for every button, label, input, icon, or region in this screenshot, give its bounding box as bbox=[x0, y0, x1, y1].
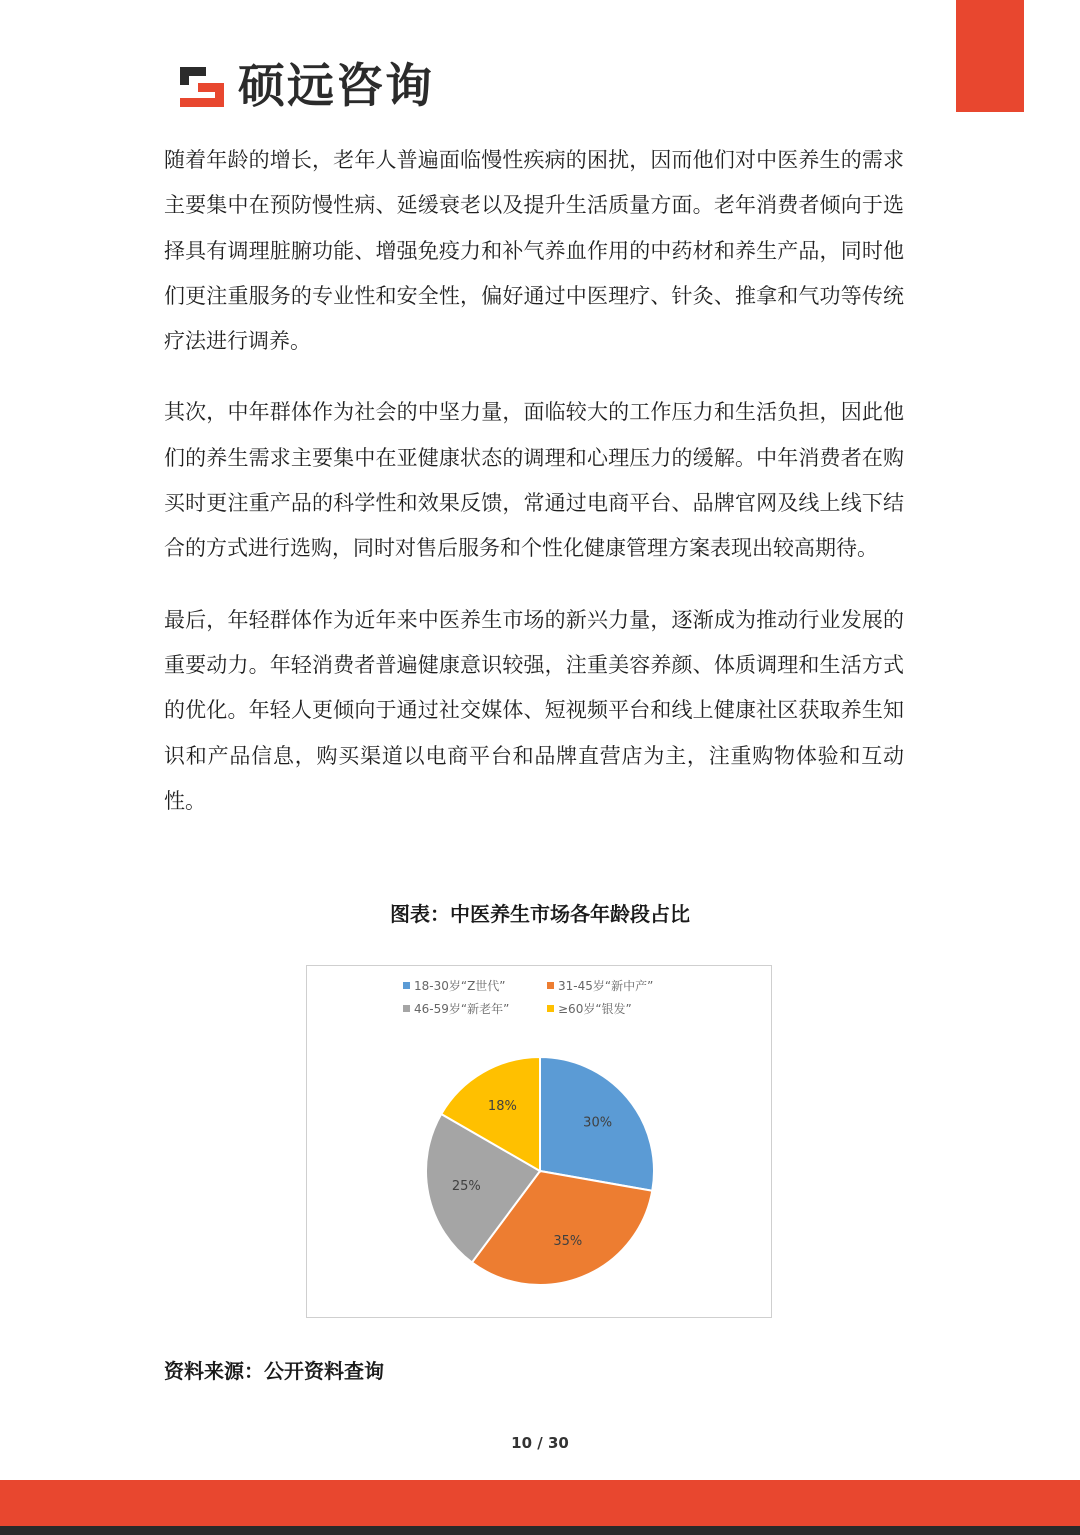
legend-swatch-3 bbox=[547, 1005, 554, 1012]
legend-label-3: ≥60岁“银发” bbox=[558, 1002, 632, 1016]
legend-label-0: 18-30岁“Z世代” bbox=[414, 979, 506, 993]
page-number: 10 / 30 bbox=[511, 1434, 569, 1452]
footer-strip bbox=[0, 1526, 1080, 1535]
pie-label-1: 35% bbox=[553, 1233, 583, 1249]
legend-swatch-2 bbox=[403, 1005, 410, 1012]
brand-logo-icon bbox=[176, 61, 228, 113]
pie-chart bbox=[306, 965, 772, 1318]
pie-chart-svg bbox=[307, 966, 771, 1317]
pie-label-0: 30% bbox=[583, 1115, 613, 1131]
legend-label-2: 46-59岁“新老年” bbox=[414, 1002, 510, 1016]
brand-logo bbox=[176, 58, 434, 116]
source-note: 资料来源：公开资料查询 bbox=[164, 1359, 384, 1383]
footer-bar bbox=[0, 1480, 1080, 1526]
chart-title: 图表：中医养生市场各年龄段占比 bbox=[390, 902, 690, 926]
legend-swatch-1 bbox=[547, 982, 554, 989]
legend-label-1: 31-45岁“新中产” bbox=[558, 979, 654, 993]
body-text bbox=[164, 138, 904, 850]
legend-swatch-0 bbox=[403, 982, 410, 989]
pie-label-2: 25% bbox=[451, 1179, 481, 1195]
corner-accent-block bbox=[956, 0, 1024, 112]
pie-label-3: 18% bbox=[487, 1098, 517, 1114]
paragraph-young: 最后，年轻群体作为近年来中医养生市场的新兴力量，逐渐成为推动行业发展的重要动力。年轻消费者普遍健康意识较强，注重美容养颜、体质调理和生活方式的优化。年轻人更倾向于通过社交媒体、短视频平台和线上健康社区获取养生知识和产品信息，购买渠道以电商平台和品牌直营店为主，注重购物体验和互动性。 bbox=[164, 607, 904, 813]
paragraph-middle-aged: 其次，中年群体作为社会的中坚力量，面临较大的工作压力和生活负担，因此他们的养生需求主要集中在亚健康状态的调理和心理压力的缓解。中年消费者在购买时更注重产品的科学性和效果反馈，常通过电商平台、品牌官网及线上线下结合的方式进行选购，同时对售后服务和个性化健康管理方案表现出较高期待。 bbox=[164, 400, 904, 561]
brand-name: 硕远咨询 bbox=[238, 59, 434, 114]
paragraph-elderly: 随着年龄的增长，老年人普遍面临慢性疾病的困扰，因而他们对中医养生的需求主要集中在预防慢性病、延缓衰老以及提升生活质量方面。老年消费者倾向于选择具有调理脏腑功能、增强免疫力和补气养血作用的中药材和养生产品，同时他们更注重服务的专业性和安全性，偏好通过中医理疗、针灸、推拿和气功等传统疗法进行调养。 bbox=[164, 148, 904, 354]
